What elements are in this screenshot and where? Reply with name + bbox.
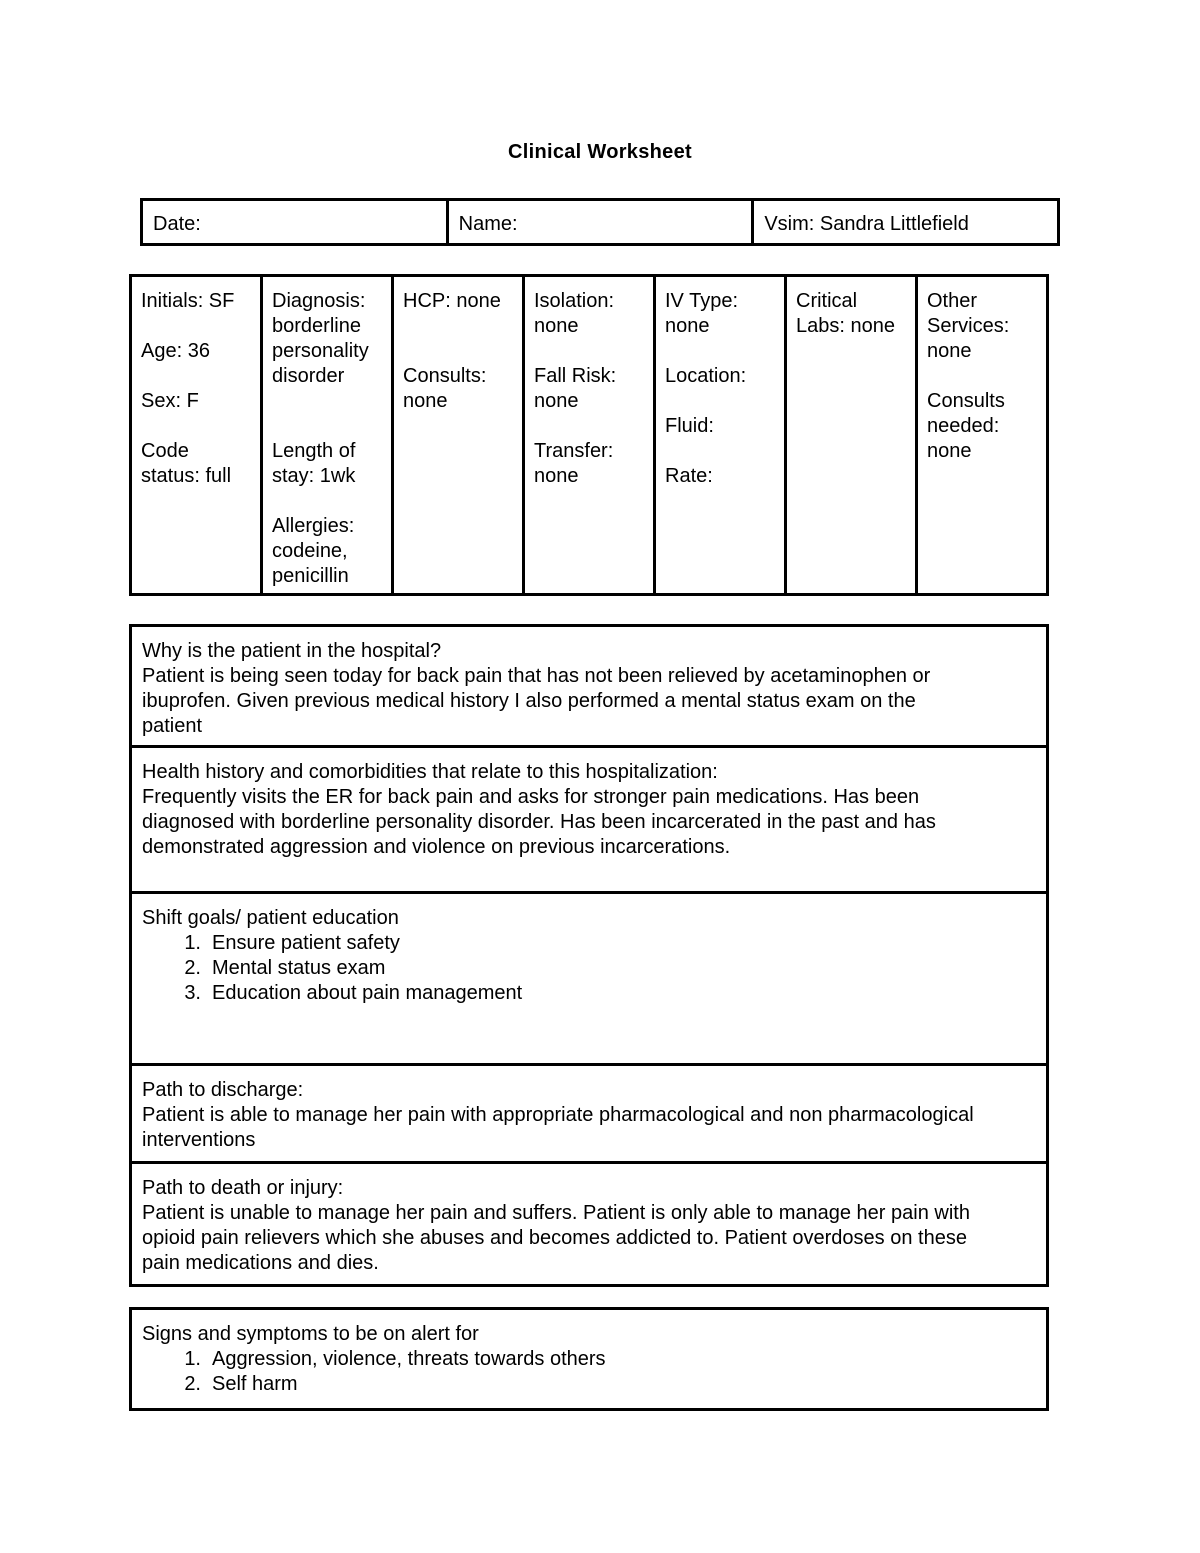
text-line: [927, 364, 1038, 389]
narrative-table: [129, 624, 1049, 1287]
text-line: Allergies:: [272, 515, 355, 537]
text-line: demonstrated aggression and violence on previous incarcerations.: [142, 836, 731, 858]
list-number: 1.: [184, 932, 201, 954]
list-number: 1.: [184, 1348, 201, 1370]
text-line: Initials: SF: [141, 290, 235, 312]
text-line: none: [927, 440, 972, 462]
list-text: Education about pain management: [212, 982, 523, 1004]
text-line: Fluid:: [665, 415, 714, 437]
text-line: Rate:: [665, 465, 713, 487]
critical-labs-cell: [786, 276, 917, 595]
text-line: [534, 414, 645, 439]
text-line: status: full: [141, 465, 232, 487]
section-heading: Signs and symptoms to be on alert for: [142, 1323, 479, 1345]
list-text: Ensure patient safety: [212, 932, 400, 954]
text-line: Patient is able to manage her pain with appropriate pharmacological and non pharmacological: [142, 1104, 974, 1126]
text-line: none: [403, 390, 448, 412]
text-line: [272, 489, 383, 514]
text-line: [403, 339, 514, 364]
section-heading: Health history and comorbidities that relate to this hospitalization:: [142, 761, 718, 783]
text-line: [141, 314, 252, 339]
text-line: Code: [141, 440, 189, 462]
text-line: personality: [272, 340, 369, 362]
text-line: Length of: [272, 440, 356, 462]
why-hospital-section: [131, 626, 1048, 747]
text-line: Sex: F: [141, 390, 199, 412]
shift-goals-section: [131, 893, 1048, 1065]
list-text: Aggression, violence, threats towards others: [212, 1348, 606, 1370]
list-text: Mental status exam: [212, 957, 386, 979]
text-line: Other: [927, 290, 978, 312]
text-line: pain medications and dies.: [142, 1252, 379, 1274]
text-line: codeine,: [272, 540, 348, 562]
header-table: [140, 198, 1060, 246]
text-line: Age: 36: [141, 340, 210, 362]
list-number: 3.: [184, 982, 201, 1004]
numbered-list: [142, 931, 1036, 1006]
text-line: Patient is unable to manage her pain and suffers. Patient is only able to manage her pain with: [142, 1202, 970, 1224]
text-line: none: [534, 465, 579, 487]
path-to-death-section: [131, 1163, 1048, 1286]
section-body: [142, 1103, 1036, 1153]
text-line: patient: [142, 715, 203, 737]
text-line: HCP: none: [403, 290, 501, 312]
text-line: [272, 389, 383, 414]
isolation-cell: [524, 276, 655, 595]
hcp-cell: [393, 276, 524, 595]
text-line: Diagnosis:: [272, 290, 366, 312]
demographics-cell: [131, 276, 262, 595]
section-heading: Shift goals/ patient education: [142, 907, 399, 929]
name-field[interactable]: Name:: [447, 200, 753, 245]
text-line: Fall Risk:: [534, 365, 617, 387]
text-line: [665, 339, 776, 364]
list-number: 2.: [184, 1373, 201, 1395]
list-number: 2.: [184, 957, 201, 979]
text-line: Services:: [927, 315, 1010, 337]
alerts-table: [129, 1307, 1049, 1411]
text-line: ibuprofen. Given previous medical history I also performed a mental status exam on the: [142, 690, 916, 712]
diagnosis-cell: [262, 276, 393, 595]
text-line: Location:: [665, 365, 747, 387]
text-line: [141, 364, 252, 389]
section-body: [142, 664, 1036, 739]
date-field[interactable]: Date:: [142, 200, 448, 245]
text-line: disorder: [272, 365, 345, 387]
iv-cell: [655, 276, 786, 595]
text-line: Isolation:: [534, 290, 615, 312]
text-line: none: [665, 315, 710, 337]
section-heading: Why is the patient in the hospital?: [142, 640, 442, 662]
text-line: Frequently visits the ER for back pain and asks for stronger pain medications. Has been: [142, 786, 920, 808]
other-services-cell: [917, 276, 1048, 595]
list-item: [142, 931, 1036, 956]
text-line: [665, 389, 776, 414]
section-body: [142, 785, 1036, 860]
alert-signs-section: [131, 1309, 1048, 1410]
text-line: Patient is being seen today for back pain that has not been relieved by acetaminophen or: [142, 665, 931, 687]
text-line: [403, 314, 514, 339]
text-line: Consults:: [403, 365, 487, 387]
vsim-field[interactable]: Vsim: Sandra Littlefield: [753, 200, 1059, 245]
list-item: [142, 981, 1036, 1006]
text-line: [141, 414, 252, 439]
section-heading: Path to death or injury:: [142, 1177, 344, 1199]
text-line: diagnosed with borderline personality disorder. Has been incarcerated in the past and has: [142, 811, 936, 833]
text-line: borderline: [272, 315, 361, 337]
text-line: opioid pain relievers which she abuses and becomes addicted to. Patient overdoses on these: [142, 1227, 967, 1249]
text-line: [665, 439, 776, 464]
text-line: none: [534, 390, 579, 412]
section-heading: Path to discharge:: [142, 1079, 304, 1101]
text-line: Critical: [796, 290, 858, 312]
page-title: Clinical Worksheet: [508, 141, 692, 163]
text-line: none: [534, 315, 579, 337]
text-line: [272, 414, 383, 439]
list-text: Self harm: [212, 1373, 298, 1395]
text-line: Labs: none: [796, 315, 895, 337]
list-item: [142, 1347, 1036, 1372]
list-item: [142, 956, 1036, 981]
patient-info-table: [129, 274, 1049, 596]
text-line: none: [927, 340, 972, 362]
text-line: Transfer:: [534, 440, 614, 462]
text-line: needed:: [927, 415, 1000, 437]
path-to-discharge-section: [131, 1065, 1048, 1163]
health-history-section: [131, 747, 1048, 893]
section-body: [142, 1201, 1036, 1276]
numbered-list: [142, 1347, 1036, 1397]
text-line: [534, 339, 645, 364]
text-line: interventions: [142, 1129, 256, 1151]
text-line: penicillin: [272, 565, 349, 587]
text-line: Consults: [927, 390, 1005, 412]
text-line: stay: 1wk: [272, 465, 356, 487]
text-line: IV Type:: [665, 290, 739, 312]
list-item: [142, 1372, 1036, 1397]
